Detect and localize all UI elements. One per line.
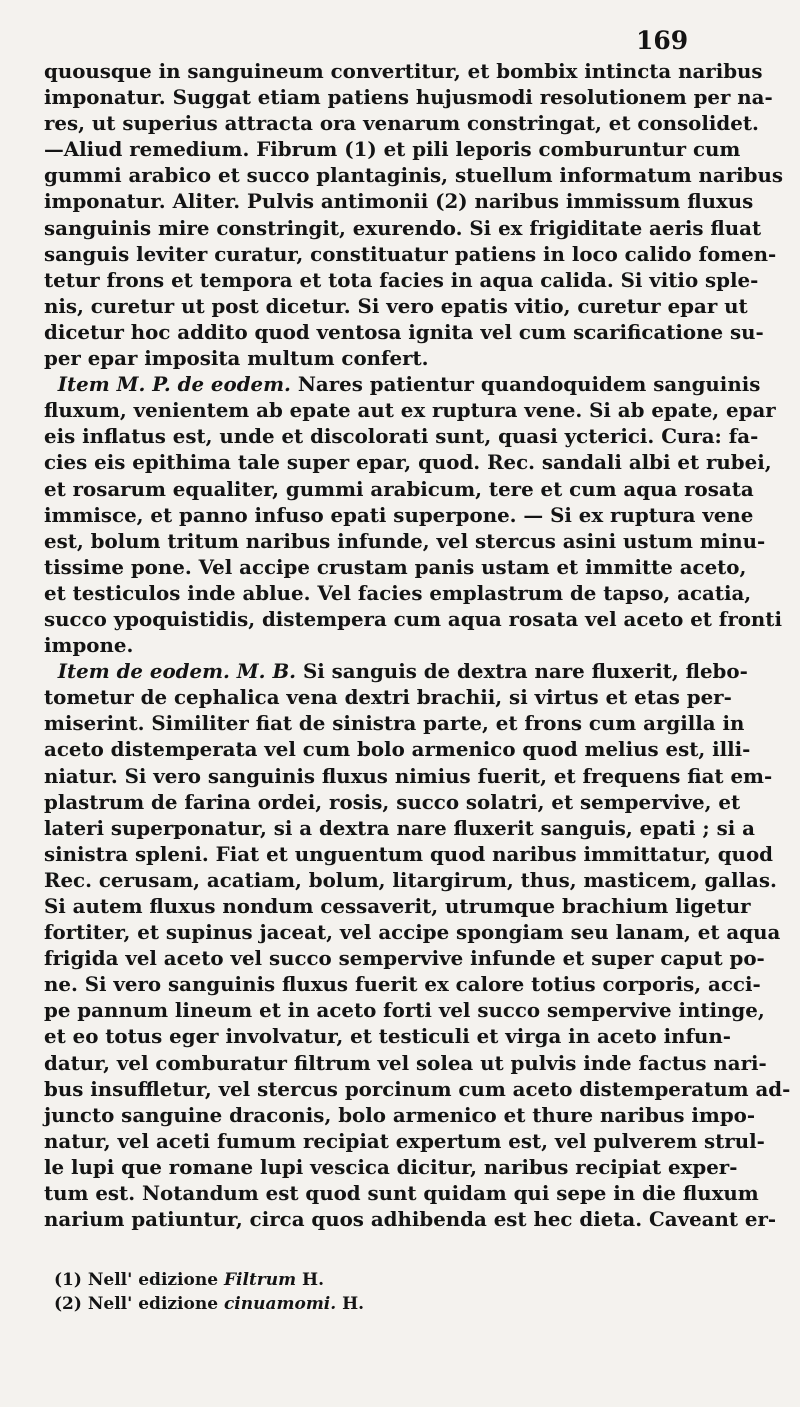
section-heading: Item de eodem. M. B. [57,659,297,684]
text-line: miserint. Similiter fiat de sinistra parte, et frons cum argilla in [44,711,745,736]
text-line: et rosarum equaliter, gummi arabicum, tere et cum aqua rosata [44,476,754,501]
text-line: res, ut superius attracta ora venarum constringat, et consolidet. [44,111,759,136]
text-line: succo ypoquistidis, distempera cum aqua rosata vel aceto et fronti [44,606,782,631]
section-first-line-text: Nares patientur quandoquidem sanguinis [297,372,761,397]
text-line: aceto distemperata vel cum bolo armenico quod melius est, illi- [44,737,751,762]
footnote-mark: (1) [54,1270,82,1290]
text-line: imponatur. Aliter. Pulvis antimonii (2) naribus immissum fluxus [44,189,754,214]
text-line: fortiter, et supinus jaceat, vel accipe spongiam seu lanam, et aqua [44,920,781,945]
footnote-mark: (2) [54,1294,82,1314]
text-line: gummi arabico et succo plantaginis, stuellum informatum naribus [44,163,784,188]
footnote [54,1292,364,1316]
text-line: tometur de cephalica vena dextri brachii, si virtus et etas per- [44,685,732,710]
text-line: tum est. Notandum est quod sunt quidam qui sepe in die fluxum [44,1181,759,1206]
text-line: et eo totus eger involvatur, et testiculi et virga in aceto infun- [44,1024,732,1049]
text-line: —Aliud remedium. Fibrum (1) et pili leporis comburuntur cum [44,137,741,162]
section-first-line [44,371,761,397]
section-heading: Item M. P. de eodem. [57,372,291,397]
footnote-prefix: Nell' edizione [87,1270,219,1290]
text-line: datur, vel comburatur filtrum vel solea ut pulvis inde factus nari- [44,1050,767,1075]
text-line: quousque in sanguineum convertitur, et bombix intincta naribus [44,59,763,83]
text-line: Si autem fluxus nondum cessaverit, utrumque brachium ligetur [44,894,751,918]
text-line: est, bolum tritum naribus infunde, vel stercus asini ustum minu- [44,528,766,553]
text-line: lateri superponatur, si a dextra nare fluxerit sanguis, epati ; si a [44,815,755,840]
text-line: tissime pone. Vel accipe crustam panis ustam et immitte aceto, [44,554,747,579]
text-line: sinistra spleni. Fiat et unguentum quod naribus immittatur, quod [44,841,773,866]
section-first-line-text: Si sanguis de dextra nare fluxerit, flebo- [302,659,748,684]
text-line: sanguinis mire constringit, exurendo. Si ex frigiditate aeris fluat [44,215,762,240]
text-line: et testiculos inde ablue. Vel facies emplastrum de tapso, acatia, [44,580,752,605]
text-line: sanguis leviter curatur, constituatur patiens in loco calido fomen- [44,241,777,266]
text-line: eis inflatus est, unde et discolorati sunt, quasi ycterici. Cura: fa- [44,424,759,449]
text-line: tetur frons et tempora et tota facies in aqua calida. Si vitio sple- [44,267,759,292]
text-line: ne. Si vero sanguinis fluxus fuerit ex calore totius corporis, acci- [44,972,761,997]
text-line: per epar imposita multum confert. [44,346,429,371]
text-line: dicetur hoc addito quod ventosa ignita vel cum scarificatione su- [44,319,764,344]
text-line: le lupi que romane lupi vescica dicitur, naribus recipiat exper- [44,1154,738,1179]
footnote-term: Filtrum [223,1270,297,1290]
footnotes [54,1268,364,1316]
footnote-term: cinuamomi. [223,1294,337,1314]
text-line: cies eis epithima tale super epar, quod. Rec. sandali albi et rubei, [44,450,772,475]
text-line: bus insuffletur, vel stercus porcinum cum aceto distemperatum ad- [44,1076,791,1101]
text-line: nis, curetur ut post dicetur. Si vero epatis vitio, curetur epar ut [44,293,748,318]
text-line: immisce, et panno infuso epati superpone. — Si ex ruptura vene [44,502,754,527]
text-line: narium patiuntur, circa quos adhibenda est hec dieta. Caveant er- [44,1207,777,1232]
body-text [44,58,791,1232]
footnote-suffix: H. [342,1294,365,1314]
text-line: natur, vel aceti fumum recipiat expertum est, vel pulverem strul- [44,1128,765,1153]
text-line: plastrum de farina ordei, rosis, succo solatri, et sempervive, et [44,789,741,814]
footnote-suffix: H. [302,1270,325,1290]
footnote-prefix: Nell' edizione [87,1294,219,1314]
text-line: imponatur. Suggat etiam patiens hujusmodi resolutionem per na- [44,85,773,110]
footnote [54,1268,364,1292]
text-line: juncto sanguine draconis, bolo armenico et thure naribus impo- [44,1102,756,1127]
section-first-line [44,658,748,684]
text-line: impone. [44,633,134,658]
text-line: pe pannum lineum et in aceto forti vel succo sempervive intinge, [44,998,765,1023]
text-line: fluxum, venientem ab epate aut ex ruptura vene. Si ab epate, epar [44,398,776,423]
text-line: frigida vel aceto vel succo sempervive infunde et super caput po- [44,946,765,971]
text-line: Rec. cerusam, acatiam, bolum, litargirum, thus, masticem, gallas. [44,867,777,892]
page-number: 169 [636,26,689,55]
text-line: niatur. Si vero sanguinis fluxus nimius fuerit, et frequens fiat em- [44,763,773,788]
